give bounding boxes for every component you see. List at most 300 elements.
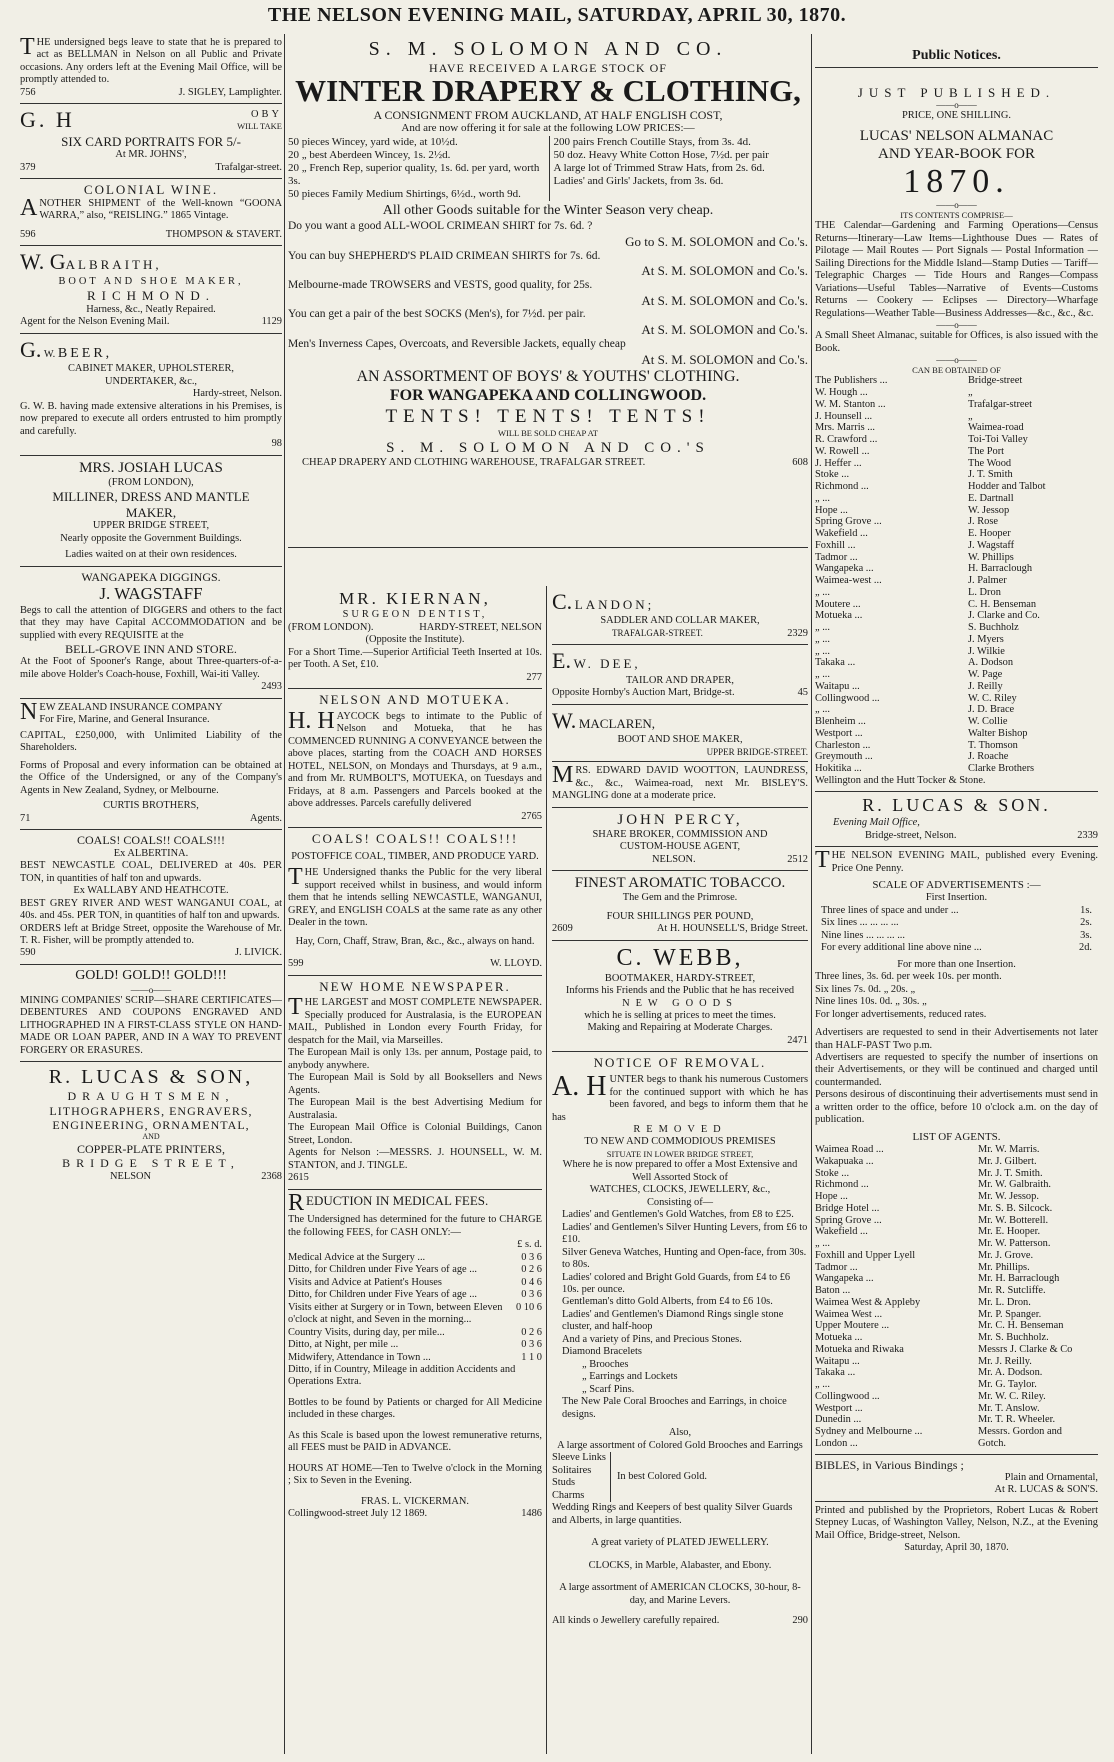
ad-new-home-newspaper — [288, 976, 542, 1190]
ad-webb — [552, 941, 808, 1053]
ad-hours: HOURS AT HOME—Ten to Twelve o'clock in the Morning ; Six to Seven in the Evening. — [288, 1462, 542, 1487]
ad-near: Nearly opposite the Government Buildings. — [60, 532, 242, 544]
ad-medical-fees — [288, 1190, 542, 1525]
fee-row: Medical Advice at the Surgery ... 0 3 6 — [288, 1251, 542, 1263]
ad-contents-heading: ITS CONTENTS COMPRISE— — [900, 210, 1013, 221]
ad-boys: AN ASSORTMENT OF BOYS' & YOUTHS' CLOTHING. — [356, 368, 740, 386]
ad-number: 2765 — [521, 810, 542, 822]
ad-initial: E. — [552, 648, 571, 674]
ad-kiernan — [288, 586, 542, 689]
fee-row: Midwifery, Attendance in Town ... 1 1 0 — [288, 1351, 542, 1363]
agent-row: Dunedin ... Mr. T. R. Wheeler. — [815, 1414, 1056, 1426]
price-item: 20 „ French Rep, superior quality, 1s. 6d. per yard, worth 3s. — [288, 161, 540, 188]
seller-row: W. M. Stanton ... Trafalgar-street — [815, 398, 1033, 410]
ad-initial: G. H — [20, 107, 75, 133]
drop-cap: R — [288, 1189, 305, 1216]
column-2b — [552, 586, 808, 1754]
ad-name-2: S. M. SOLOMON AND CO.'S — [386, 439, 710, 456]
drop-cap: T — [288, 994, 303, 1021]
ad-repair: All kinds o Jewellery carefully repaired. — [552, 1615, 720, 1627]
ad-trade: CABINET MAKER, UPHOLSTERER, — [67, 363, 235, 375]
ad-scale: As this Scale is based upon the lowest remunerative returns, all FEES must be PAID in ADVANCE. — [288, 1429, 542, 1454]
ad-line: LITHOGRAPHERS, ENGRAVERS, — [49, 1103, 253, 1118]
seller-row: W. Hough ... „ — [815, 387, 973, 399]
ad-from: (FROM LONDON), — [108, 476, 194, 488]
drop-cap: T — [288, 864, 303, 891]
drop-cap: T — [20, 34, 35, 60]
agent-row: Westport ... Mr. T. Anslow. — [815, 1402, 1040, 1414]
price-item: 50 pieces Wincey, yard wide, at 10½d. — [288, 135, 458, 148]
agent-row: Stoke ... Mr. J. T. Smith. — [815, 1167, 1043, 1179]
ad-plated: A great variety of PLATED JEWELLERY. — [591, 1537, 769, 1549]
ad-line: BRIDGE STREET, — [62, 1156, 240, 1171]
ad-name: OBY — [251, 108, 282, 120]
ad-consign: A CONSIGNMENT FROM AUCKLAND, AT HALF ENGLISH COST, — [373, 107, 723, 122]
ad-name: C. WEBB, — [616, 944, 744, 971]
ad-signature: J. SIGLEY, Lamplighter. — [178, 86, 282, 98]
drop-cap: A. H — [552, 1071, 607, 1103]
ad-also-1: A large assortment of Colored Gold Brooches and Earrings — [557, 1439, 803, 1451]
ad-text: HE undersigned begs leave to state that he is prepared to act as BELLMAN in Nelson on all Public and Private occasions. Any orders left at the Evening Mail Office, will be promptly attended to. — [20, 37, 282, 86]
seller-row: „ ... L. Dron — [815, 586, 1001, 598]
agent-row: Waitapu ... Mr. J. Reilly. — [815, 1355, 1032, 1367]
price-list-left — [288, 136, 543, 202]
list-item: „ Brooches — [582, 1358, 629, 1370]
ad-removed: REMOVED — [633, 1123, 727, 1135]
ad-subtitle: The Gem and the Primrose. — [622, 892, 738, 904]
ad-wootton — [552, 762, 808, 807]
agent-row: Foxhill and Upper Lyell Mr. J. Grove. — [815, 1249, 1034, 1261]
seller-row: Wakefield ... E. Hooper — [815, 528, 1011, 540]
ad-answer: At S. M. SOLOMON and Co.'s. — [641, 322, 808, 338]
ad-number: 2609 — [552, 923, 573, 935]
seller-row: Moutere ... C. H. Benseman — [815, 598, 1037, 610]
ad-contents: THE Calendar—Gardening and Farming Operations—Census Returns—Itinerary—Law Items—Lighthouse Dues — Rates of Pilotage — Mail Routes — Port Signals — Postal Information — Sailing Directions for the Middle Island—Stamp Duties — Tariff—Telegraphic Charges — Tide Hours and Ranges—Compass Variations—Useful Tables—Narrative of Events—Customs Returns — Cookery — Eclipses — Directory—Wharfage Regulations—Weather Table—Business Addresses—&c., &c., &c. — [815, 220, 1098, 319]
seller-row: The Publishers ... Bridge-street — [815, 375, 1023, 387]
ad-sold: WILL BE SOLD CHEAP AT — [498, 428, 598, 439]
agent-row: Wangapeka ... Mr. H. Barraclough — [815, 1273, 1060, 1285]
ad-clocks: CLOCKS, in Marble, Alabaster, and Ebony. — [588, 1559, 772, 1571]
ad-note: WILL TAKE — [237, 121, 282, 132]
seller-row: „ ... J. Wilkie — [815, 645, 1005, 657]
ad-question: Melbourne-made TROWSERS and VESTS, good quality, for 25s. — [288, 279, 593, 292]
seller-row: Richmond ... Hodder and Talbot — [815, 481, 1046, 493]
ad-name: MRS. JOSIAH LUCAS — [79, 459, 223, 476]
drop-cap: A — [20, 194, 38, 221]
seller-row: „ ... S. Buchholz — [815, 622, 1019, 634]
ad-price: FOUR SHILLINGS PER POUND, — [606, 910, 754, 922]
section-heading: Public Notices. — [815, 48, 1098, 68]
ad-headline: SIX CARD PORTRAITS FOR 5/- — [61, 133, 241, 149]
imprint-date: Saturday, April 30, 1870. — [904, 1542, 1009, 1554]
ad-almanac-title: LUCAS' NELSON ALMANAC — [859, 127, 1054, 144]
ad-number: 756 — [20, 86, 36, 98]
column-1 — [20, 34, 282, 1754]
divider: ——o—— — [936, 100, 977, 111]
ad-number: 596 — [20, 228, 36, 240]
fee-row: Ditto, at Night, per mile ... 0 3 6 — [288, 1339, 542, 1351]
agent-row: Spring Grove ... Mr. W. Botterell. — [815, 1214, 1049, 1226]
ad-number: 98 — [271, 438, 282, 450]
masthead: THE NELSON EVENING MAIL, SATURDAY, APRIL 30, 1870. — [267, 4, 847, 26]
agent-row: Tadmor ... Mr. Phillips. — [815, 1261, 1030, 1273]
ad-text-2: Where he is now prepared to offer a Most Extensive and Well Assorted Stock of — [562, 1159, 798, 1183]
ad-place: NELSON. — [652, 853, 696, 865]
ad-just: JUST PUBLISHED. — [857, 84, 1056, 100]
ad-signature: W. LLOYD. — [490, 958, 542, 970]
price-list-right — [549, 136, 809, 202]
ad-rate-three: Three lines, 3s. 6d. per week 10s. per month. — [815, 971, 1002, 983]
list-item: Ladies' and Gentlemen's Silver Hunting Levers, from £6 to £10. — [562, 1221, 808, 1246]
ad-line: COPPER-PLATE PRINTERS, — [76, 1141, 226, 1156]
agent-row: Baton ... Mr. R. Sutcliffe. — [815, 1285, 1046, 1297]
drop-cap: N — [20, 698, 38, 725]
ad-ladies: Ladies waited on at their own residences. — [65, 549, 237, 561]
seller-row: „ ... J. Myers — [815, 633, 1004, 645]
ad-paragraph: The European Mail Office is Colonial Buildings, Canon Street, London. — [288, 1122, 542, 1146]
ad-street: TRAFALGAR-STREET. — [612, 627, 703, 638]
list-item: Silver Geneva Watches, Hunting and Open-face, from 30s. to 80s. — [562, 1246, 807, 1271]
ad-street: Bridge-street, Nelson. — [865, 829, 957, 841]
divider: ——o—— — [936, 320, 977, 331]
ad-text-2: which he is selling at prices to meet the times. — [584, 1010, 776, 1021]
ad-capital: CAPITAL, £250,000, with Unlimited Liability of the Shareholders. — [20, 729, 282, 754]
ad-hay: Hay, Corn, Chaff, Straw, Bran, &c., &c., always on hand. — [295, 935, 535, 947]
list-item: Ladies' colored and Bright Gold Guards, from £4 to £6 10s. per ounce. — [562, 1271, 791, 1295]
agent-row: Waimea Road ... Mr. W. Marris. — [815, 1144, 1040, 1156]
ad-wellington: Wellington and the Hutt Tocker & Stone. — [815, 774, 986, 786]
ad-to: TO NEW AND COMMODIOUS PREMISES — [584, 1136, 776, 1148]
seller-row: J. Heffer ... The Wood — [815, 457, 1012, 469]
ad-almanac-title-2: AND YEAR-BOOK FOR — [878, 145, 1035, 162]
divider: ——o—— — [130, 984, 172, 995]
divider: ——o—— — [936, 200, 977, 211]
ad-goods: NEW GOODS — [622, 997, 738, 1009]
ad-sigley — [20, 34, 282, 104]
ad-nz-insurance — [20, 699, 282, 830]
agents-list — [815, 1144, 1098, 1450]
column-rule-inner — [546, 586, 547, 1754]
list-item: Sleeve Links — [552, 1452, 606, 1464]
ad-advertisers-3: Persons desirous of discontinuing their advertisements must send in a written order to the office, before 10 o'clock a.m. on the day of publication. — [815, 1089, 1098, 1126]
divider: ——o—— — [936, 355, 977, 366]
price-item: 50 pieces Family Medium Shirtings, 6½d., worth 9d. — [288, 188, 521, 201]
ad-number: 277 — [526, 671, 542, 683]
ad-trade-2: MAKER, — [125, 504, 177, 520]
seller-row: Waitapu ... J. Reilly — [815, 680, 1003, 692]
seller-row: R. Crawford ... Toi-Toi Valley — [815, 434, 1028, 446]
seller-row: Tadmor ... W. Phillips — [815, 551, 1014, 563]
ad-heading: COALS! COALS!! COALS!!! — [311, 831, 519, 847]
ad-heading: WANGAPEKA DIGGINGS. — [81, 569, 221, 584]
column-2a — [288, 586, 542, 1754]
agent-row: Bridge Hotel ... Mr. S. B. Silcock. — [815, 1202, 1053, 1214]
ad-trade: SURGEON DENTIST, — [342, 609, 488, 621]
ad-text: HE LARGEST and MOST COMPLETE NEWSPAPER. Specially produced for Australasia, is the EUROPEAN MAIL, Published in London every Fourth Friday, for despatch for the Mail, via Marseilles. — [288, 997, 542, 1046]
ad-text-2: At the Foot of Spooner's Range, about Three-quarters-of-a-mile above Holder's Coach-house, Foxhill, Wai-iti Valley. — [20, 656, 282, 680]
ad-gold — [20, 965, 282, 1062]
ad-answer: At S. M. SOLOMON and Co.'s. — [641, 263, 808, 279]
ad-paragraph: The European Mail is the best Advertising Medium for Australasia. — [288, 1097, 542, 1121]
fee-row: Ditto, for Children under Five Years of age ... 0 2 6 — [288, 1264, 542, 1276]
ad-text-2: BEST GREY RIVER AND WEST WANGANUI COAL, at 40s. and 45s. PER TON, in quantities of half ton and upwards. — [20, 897, 282, 922]
ad-heading: COLONIAL WINE. — [83, 182, 219, 198]
list-item: Ladies' and Gentlemen's Diamond Rings single stone cluster, and half-hoop — [562, 1308, 784, 1333]
imprint-text: Printed and published by the Proprietors, Robert Lucas & Robert Stepney Lucas, of Washington Valley, Nelson, N.Z., at the Evening Mail Office, Bridge-street, Nelson. — [815, 1504, 1098, 1541]
ad-number: 1486 — [521, 1508, 542, 1520]
list-item: The New Pale Coral Brooches and Earrings, in choice designs. — [562, 1396, 787, 1420]
drop-cap: H. H — [288, 707, 335, 734]
ad-galbraith — [20, 246, 282, 333]
ad-text: HE NELSON EVENING MAIL, published every Evening. Price One Penny. — [831, 850, 1098, 874]
ad-number: 2471 — [787, 1034, 808, 1046]
seller-row: „ ... J. D. Brace — [815, 704, 1015, 716]
ad-bibles-1: BIBLES, in Various Bindings ; — [815, 1457, 964, 1472]
ad-text: Begs to call the attention of DIGGERS and others to the fact that they may have Capital ACCOMMODATION and be supplied with every REQUISITE at the — [20, 604, 282, 641]
list-item: And a variety of Pins, and Precious Stones. — [562, 1333, 742, 1345]
ad-text: MINING COMPANIES' SCRIP—SHARE CERTIFICATES—DEBENTURES AND COUPONS ENGRAVED AND LITHOGRAPHED IN A FIRST-CLASS STYLE ON HAND-MADE OR LOAN PAPER, AND IN A WAY TO PREVENT FORGERY OR ERASURES. — [20, 994, 282, 1056]
ad-maclaren — [552, 705, 808, 763]
ad-initial: W. — [552, 707, 577, 733]
ad-offer: And are now offering it for sale at the following LOW PRICES:— — [401, 122, 695, 135]
ad-heading: NELSON AND MOTUEKA. — [319, 692, 511, 708]
ad-paragraph: Agents for Nelson :—MESSRS. J. HOUNSELL, W. M. STANTON, and J. TINGLE. — [288, 1147, 542, 1171]
seller-row: Greymouth ... J. Roache — [815, 751, 1009, 763]
rate-row: Three lines of space and under ... 1s. — [821, 904, 1092, 916]
agent-row: Collingwood ... Mr. W. C. Riley. — [815, 1390, 1046, 1402]
ad-where: At H. HOUNSELL'S, Bridge Street. — [656, 923, 808, 935]
ad-name: JOHN PERCY, — [617, 811, 743, 828]
ad-place: RICHMOND. — [86, 288, 216, 304]
ad-text: Forms of Proposal and every information can be obtained at the Office of the Undersigned, or any of the Company's Agents in New Zealand, Sydney, or Melbourne. — [20, 759, 282, 796]
ad-lloyd-coals — [288, 828, 542, 975]
ad-trade-2: UNDERTAKER, &c., — [104, 375, 198, 387]
seller-row: J. Hounsell ... „ — [815, 410, 973, 422]
ad-opposite: Opposite Hornby's Auction Mart, Bridge-st. — [552, 687, 735, 699]
ad-first: First Insertion. — [925, 892, 988, 904]
ad-heading: COALS! COALS!! COALS!!! — [77, 833, 225, 848]
ad-received: HAVE RECEIVED A LARGE STOCK OF — [429, 61, 667, 75]
ad-note: Harness, &c., Neatly Repaired. — [86, 303, 216, 315]
ad-initial-w: W. — [43, 348, 56, 360]
ad-office: Evening Mail Office, — [833, 817, 920, 829]
ad-advertisers-1: Advertisers are requested to send in their Advertisements not later than HALF-PAST Two p.m. — [815, 1027, 1098, 1051]
ad-bottles: Bottles to be found by Patients or charged for All Medicine included in these charges. — [288, 1396, 542, 1421]
ad-trade: BOOT AND SHOE MAKER, — [58, 275, 244, 287]
ad-number: 2339 — [1077, 829, 1098, 841]
ad-heading: NOTICE OF REMOVAL. — [593, 1055, 767, 1071]
ad-ship: Ex ALBERTINA. — [113, 847, 189, 859]
seller-row: Blenheim ... W. Collie — [815, 716, 1008, 728]
list-item: Diamond Bracelets — [562, 1346, 642, 1358]
ad-name: MACLAREN, — [578, 715, 656, 731]
price-item: A large lot of Trimmed Straw Hats, from 2s. 6d. — [553, 161, 765, 174]
ad-advertisers-2: Advertisers are requested to specify the number of insertions on their Advertisements, or they will be continued and charged until countermanded. — [815, 1052, 1098, 1088]
agent-row: Upper Moutere ... Mr. C. H. Benseman — [815, 1320, 1064, 1332]
ad-heading: EDUCTION IN MEDICAL FEES. — [306, 1192, 489, 1208]
agent-row: „ ... Mr. G. Taylor. — [815, 1379, 1037, 1391]
ad-paragraph: The European Mail is only 13s. per annum, Postage paid, to anybody anywhere. — [288, 1047, 542, 1071]
ad-situate: SITUATE IN LOWER BRIDGE STREET, — [606, 1148, 754, 1159]
ad-wangapeka-diggings — [20, 567, 282, 699]
ad-wedding: Wedding Rings and Keepers of best quality Silver Guards and Alberts, in large quantities. — [552, 1502, 793, 1526]
ad-text: For a Short Time.—Superior Artificial Teeth Inserted at 10s. per Tooth. A Set, £10. — [288, 646, 542, 671]
ad-name: J. WAGSTAFF — [99, 584, 203, 604]
ad-agent: Agent for the Nelson Evening Mail. — [20, 316, 170, 328]
ad-agents: Agents. — [249, 812, 282, 824]
item-group-list — [552, 1452, 611, 1502]
ad-text: G. W. B. having made extensive alterations in his Premises, is now prepared to execute all orders entrusted to him promptly and carefully. — [20, 400, 282, 437]
agent-row: Motueka ... Mr. S. Buchholz. — [815, 1332, 1049, 1344]
ad-r-lucas-son — [20, 1062, 282, 1187]
ad-answer: At S. M. SOLOMON and Co.'s. — [641, 292, 808, 308]
ad-agents-heading: LIST OF AGENTS. — [912, 1130, 1001, 1143]
ad-number: 379 — [20, 161, 36, 173]
ad-question: Do you want a good ALL-WOOL CRIMEAN SHIRT for 7s. 6d. ? — [288, 220, 593, 233]
seller-row: Hokitika ... Clarke Brothers — [815, 763, 1035, 775]
seller-row: Hope ... W. Jessop — [815, 504, 1010, 516]
agent-row: London ... Gotch. — [815, 1437, 1006, 1449]
ad-number: 2512 — [787, 853, 808, 865]
list-item: Charms — [552, 1489, 585, 1501]
ad-trade: SADDLER AND COLLAR MAKER, — [600, 615, 760, 627]
price-item: 50 doz. Heavy White Cotton Hose, 7½d. per pair — [553, 148, 769, 161]
ad-number: 2329 — [787, 627, 808, 639]
ad-intro: The Undersigned has determined for the future to CHARGE the following FEES, for CASH ONLY:— — [288, 1214, 542, 1238]
ad-nelson-motueka — [288, 689, 542, 828]
item-group-note: In best Colored Gold. — [616, 1471, 708, 1482]
column-2 — [288, 34, 808, 1754]
column-rule-1 — [284, 34, 285, 1754]
ad-dee — [552, 645, 808, 704]
price-item: Ladies' and Girls' Jackets, from 3s. 6d. — [553, 175, 724, 188]
agent-row: Motueka and Riwaka Messrs J. Clarke & Co — [815, 1343, 1073, 1355]
rate-row: For every additional line above nine ... 2d. — [821, 942, 1092, 954]
ad-more: For more than one Insertion. — [897, 958, 1016, 970]
ad-heading: NEW HOME NEWSPAPER. — [319, 978, 511, 994]
ad-hoby — [20, 104, 282, 179]
ad-paragraph: The European Mail is Sold by all Booksellers and News Agents. — [288, 1072, 542, 1096]
ad-stock: WATCHES, CLOCKS, JEWELLERY, &c., — [589, 1184, 771, 1196]
agent-row: „ ... Mr. W. Patterson. — [815, 1238, 1051, 1250]
ad-signature: CURTIS BROTHERS, — [103, 800, 199, 812]
list-item: Ladies' and Gentlemen's Gold Watches, from £8 to £25. — [562, 1209, 794, 1221]
agent-row: Wakapuaka ... Mr. J. Gilbert. — [815, 1155, 1037, 1167]
seller-row: Wangapeka ... H. Barraclough — [815, 563, 1033, 575]
item-list — [552, 1209, 808, 1421]
ad-ship-2: Ex WALLABY AND HEATHCOTE. — [73, 885, 229, 897]
imprint — [815, 1502, 1098, 1559]
ad-trade: BOOT AND SHOE MAKER, — [617, 734, 743, 746]
ad-tobacco — [552, 871, 808, 940]
ad-street: Trafalgar-street. — [215, 161, 282, 173]
ad-date: Collingwood-street July 12 1869. — [288, 1508, 428, 1520]
ad-signature: THOMPSON & STAVERT. — [165, 228, 282, 240]
ad-inn: BELL-GROVE INN AND STORE. — [65, 642, 237, 656]
price-item: 200 pairs French Coutille Stays, from 3s. 4d. — [553, 135, 751, 148]
ad-rate-six: Six lines 7s. 0d. „ 20s. „ — [815, 983, 916, 995]
ad-text: UNTER begs to thank his numerous Customers for the continued support with which he has been favored, and begs to inform them that he has — [552, 1074, 808, 1123]
ad-year: 1870. — [903, 162, 1010, 200]
seller-row: Westport ... Walter Bishop — [815, 727, 1028, 739]
ad-ditto: Ditto, if in Country, Mileage in addition Accidents and Operations Extra. — [288, 1363, 516, 1388]
ad-also: Also, — [668, 1427, 692, 1439]
seller-row: Collingwood ... W. C. Riley — [815, 692, 1017, 704]
seller-row: Foxhill ... J. Wagstaff — [815, 539, 1015, 551]
column-rule-2 — [811, 34, 812, 1754]
ad-street: UPPER BRIDGE STREET, — [92, 520, 210, 532]
ad-name: MR. KIERNAN, — [339, 589, 491, 608]
ad-street: Hardy-street, Nelson. — [192, 388, 282, 400]
ad-american: A large assortment of AMERICAN CLOCKS, 30-hour, 8-day, and Marine Levers. — [559, 1582, 801, 1606]
seller-row: W. Rowell ... The Port — [815, 445, 1005, 457]
column-3 — [815, 34, 1098, 1754]
list-item: Studs — [552, 1477, 576, 1489]
fee-row: Visits and Advice at Patient's Houses 0 4 6 — [288, 1276, 542, 1288]
ad-signature: FRAS. L. VICKERMAN. — [360, 1495, 470, 1507]
item-group — [552, 1452, 808, 1502]
ad-colonial-wine — [20, 179, 282, 246]
ad-number: 590 — [20, 947, 36, 959]
ad-question: Men's Inverness Capes, Overcoats, and Reversible Jackets, equally cheap — [288, 337, 626, 350]
ad-hunter-removal — [552, 1052, 808, 1631]
ad-name: S. M. SOLOMON AND CO. — [368, 38, 728, 60]
agent-row: Hope ... Mr. W. Jessop. — [815, 1191, 1039, 1203]
ad-r-lucas-office — [815, 792, 1098, 847]
ad-from: (FROM LONDON). — [288, 621, 374, 633]
ad-rate-nine: Nine lines 10s. 0d. „ 30s. „ — [815, 996, 927, 1008]
list-item: „ Earrings and Lockets — [582, 1371, 678, 1383]
ad-heading: GOLD! GOLD!! GOLD!!! — [75, 967, 227, 983]
ad-initial: G. — [20, 336, 42, 362]
rates-table — [815, 905, 1098, 955]
ad-name: R. LUCAS & SON. — [862, 795, 1051, 816]
ad-title: FINEST AROMATIC TOBACCO. — [574, 875, 786, 892]
seller-row: Stoke ... J. T. Smith — [815, 469, 1013, 481]
ad-name: W. DEE, — [573, 656, 641, 672]
ad-trade: MILLINER, DRESS AND MANTLE — [52, 489, 250, 505]
ad-number: 599 — [288, 958, 304, 970]
drop-cap: T — [815, 847, 830, 874]
ad-trade: BOOTMAKER, HARDY-STREET, — [604, 972, 756, 984]
ad-trade-2: CUSTOM-HOUSE AGENT, — [619, 841, 741, 853]
fee-row: Ditto, for Children under Five Years of age ... 0 3 6 — [288, 1289, 542, 1301]
ad-longer: For longer advertisements, reduced rates. — [815, 1008, 987, 1020]
ad-name: BEER, — [57, 345, 113, 361]
ad-number: 608 — [792, 456, 808, 468]
ad-bibles-3: At R. LUCAS & SON'S. — [994, 1484, 1098, 1496]
drop-cap: M — [552, 762, 574, 789]
ad-question: You can buy SHEPHERD'S PLAID CRIMEAN SHIRTS for 7s. 6d. — [288, 249, 601, 262]
ad-winter: All other Goods suitable for the Winter Season very cheap. — [382, 203, 714, 219]
list-item: Solitaires — [552, 1464, 592, 1476]
ad-trade: SHARE BROKER, COMMISSION AND — [592, 828, 768, 840]
agent-row: Wakefield ... Mr. E. Hooper. — [815, 1226, 1041, 1238]
ad-text: HE Undersigned thanks the Public for the very liberal support received whilst in business, and would inform them that he intends selling NEWCASTLE, WANGANUI, GREY, and ENGLISH COALS at the same rate as any other Dealer in the town. — [288, 867, 542, 929]
ad-tents: TENTS! TENTS! TENTS! — [385, 405, 711, 427]
ad-trade: TAILOR AND DRAPER, — [626, 674, 734, 686]
seller-row: Charleston ... T. Thomson — [815, 739, 1018, 751]
ad-line: NELSON — [110, 1170, 151, 1182]
ad-bibles-2: Plain and Ornamental, — [1004, 1471, 1098, 1483]
ad-text: Informs his Friends and the Public that he has received — [565, 985, 795, 997]
ad-for: FOR WANGAPEKA AND COLLINGWOOD. — [389, 387, 707, 405]
ad-obtained: CAN BE OBTAINED OF — [912, 365, 1001, 376]
ad-coals-livick — [20, 830, 282, 965]
price-list — [288, 136, 808, 202]
ad-bibles — [815, 1455, 1098, 1502]
seller-row: Spring Grove ... J. Rose — [815, 516, 999, 528]
